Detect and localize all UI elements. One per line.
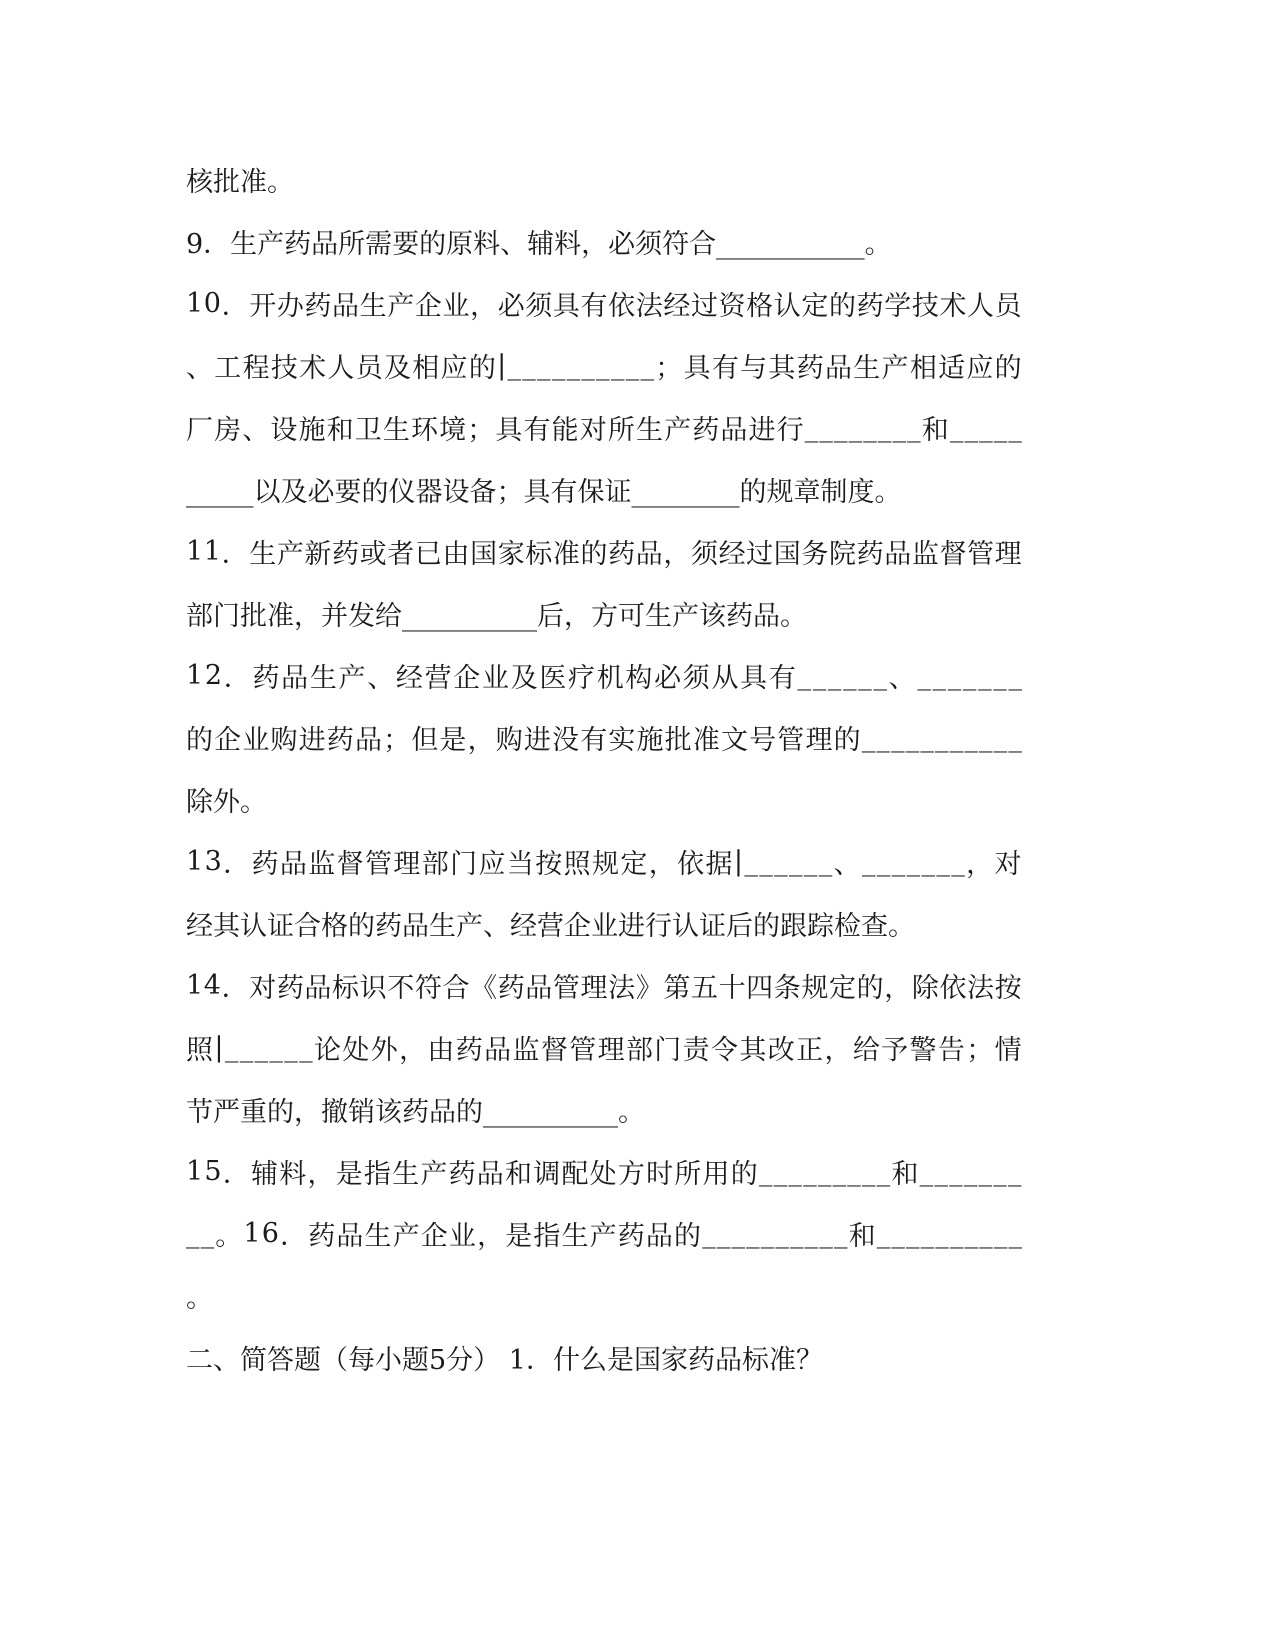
question-11-line-2: 部门批准，并发给__________后，方可生产该药品。 [186,600,807,632]
text-line: 核批准。 [186,166,294,198]
question-15-line-1: 1 5 ． 辅 料 ， 是 指 生 产 药 品 和 调 配 处 方 时 所 用 的 _ _ _ _ _ _ _ _ _ 和 _ _ _ _ _ _ _ [186,1155,1022,1190]
question-12-line-2: 的 企 业 购 进 药 品 ； 但 是 ， 购 进 没 有 实 施 批 准 文 号 管 理 的 _ _ _ _ _ _ _ _ _ _ _ [186,721,1022,756]
question-13-line-2: 经其认证合格的药品生产、经营企业进行认证后的跟踪检查。 [186,910,915,942]
question-12-line-3: 除外。 [186,786,267,818]
question-14-line-2: 照 | _ _ _ _ _ _ 论 处 外 ， 由 药 品 监 督 管 理 部 门 责 令 其 改 正 ， 给 予 警 告 ； 情 [186,1031,1022,1066]
question-10-line-2: 、 工 程 技 术 人 员 及 相 应 的 | _ _ _ _ _ _ _ _ _ _ ； 具 有 与 其 药 品 生 产 相 适 应 的 [186,349,1022,384]
question-16-line-end: 。 [186,1282,213,1314]
question-13-line-1: 1 3 ． 药 品 监 督 管 理 部 门 应 当 按 照 规 定 ， 依 据 | _ _ _ _ _ _ 、 _ _ _ _ _ _ _ ， 对 [186,845,1022,880]
question-10-line-3: 厂 房 、 设 施 和 卫 生 环 境 ； 具 有 能 对 所 生 产 药 品 进 行 _ _ _ _ _ _ _ _ 和 _ _ _ _ _ [186,411,1022,446]
section-two-heading: 二、简答题（每小题5分） 1．什么是国家药品标准？ [186,1344,823,1376]
document-body [186,148,1022,1388]
question-10-line-1: 1 0 ． 开 办 药 品 生 产 企 业 ， 必 须 具 有 依 法 经 过 资 格 认 定 的 药 学 技 术 人 员 [186,287,1022,322]
question-15-16-line: _ _ 。 1 6 ． 药 品 生 产 企 业 ， 是 指 生 产 药 品 的 _ _ _ _ _ _ _ _ _ _ 和 _ _ _ _ _ _ _ _ _ _ [186,1217,1022,1252]
question-14-line-3: 节严重的，撤销该药品的__________。 [186,1096,645,1128]
question-14-line-1: 1 4 ． 对 药 品 标 识 不 符 合 《 药 品 管 理 法 》 第 五 十 四 条 规 定 的 ， 除 依 法 按 [186,969,1022,1004]
question-9-line: 9．生产药品所需要的原料、辅料，必须符合___________。 [186,228,892,260]
question-11-line-1: 1 1 ． 生 产 新 药 或 者 已 由 国 家 标 准 的 药 品 ， 须 经 过 国 务 院 药 品 监 督 管 理 [186,535,1022,570]
question-12-line-1: 1 2 ． 药 品 生 产 、 经 营 企 业 及 医 疗 机 构 必 须 从 具 有 _ _ _ _ _ _ 、 _ _ _ _ _ _ _ [186,659,1022,694]
question-10-line-4: _____以及必要的仪器设备；具有保证________的规章制度。 [186,476,902,508]
